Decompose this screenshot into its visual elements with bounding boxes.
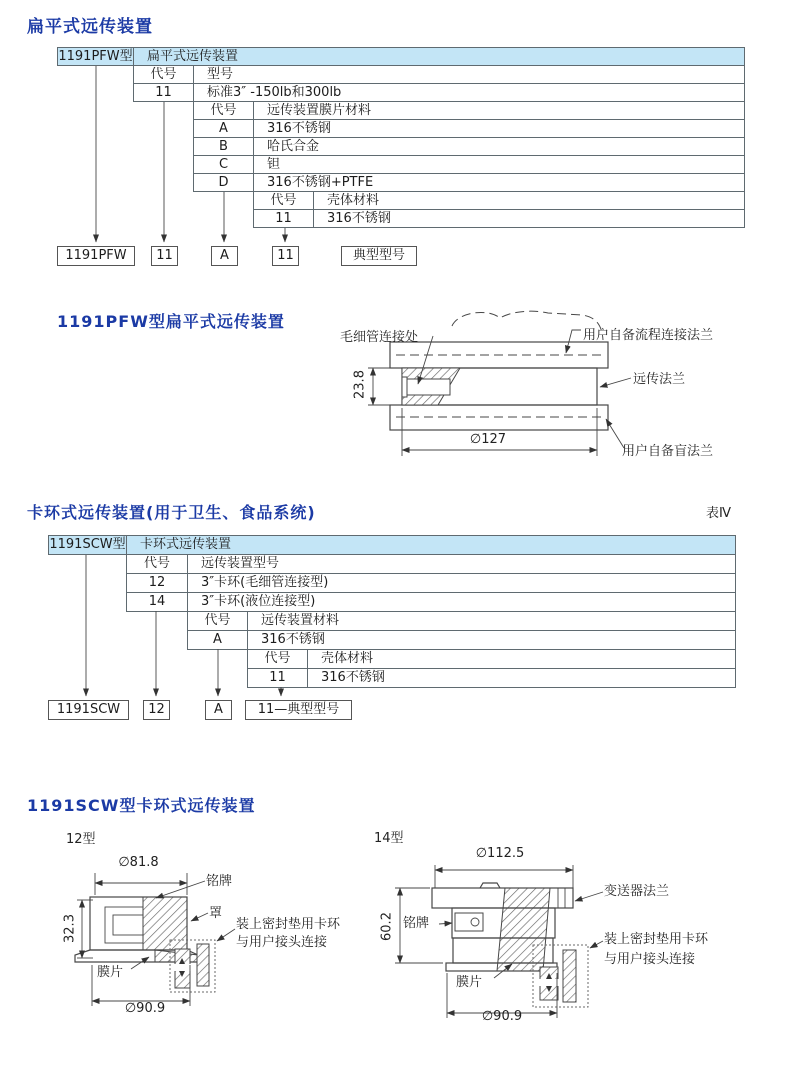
t2-row2-code: 14 [126, 592, 188, 612]
t1-row8-code: 11 [253, 209, 314, 228]
section1-title: 扁平式远传装置 [27, 17, 153, 37]
t1-row5-value: 钽 [253, 155, 745, 174]
t2-row5-value: 壳体材料 [307, 649, 736, 669]
t2-row1-code: 12 [126, 573, 188, 593]
t2-model-cell: 1191SCW型 [48, 535, 127, 555]
t1-row2-code: 代号 [193, 101, 254, 120]
t1-row4-code: B [193, 137, 254, 156]
type14-label: 14型 [374, 831, 404, 846]
t2-row0-value: 远传装置型号 [187, 554, 736, 574]
pfw-remote-flange-label: 远传法兰 [633, 372, 686, 387]
t2-row6-code: 11 [247, 668, 308, 688]
t2-row5-code: 代号 [247, 649, 308, 669]
t1-row4-value: 哈氏合金 [253, 137, 745, 156]
t2-row6-value: 316不锈钢 [307, 668, 736, 688]
t1-example-box1: 11 [151, 246, 178, 266]
type14-diaphragm-label: 膜片 [456, 975, 483, 990]
t1-row7-code: 代号 [253, 191, 314, 210]
t2-row4-code: A [187, 630, 248, 650]
t1-example-model-box: 1191PFW [57, 246, 135, 266]
t1-model-name-cell: 扁平式远传装置 [133, 47, 745, 66]
pfw-diameter-dim: ∅127 [469, 432, 507, 447]
t2-example-box2: A [205, 700, 232, 720]
pfw-blind-flange-label: 用户自备盲法兰 [622, 444, 714, 459]
t1-example-label-box: 典型型号 [341, 246, 417, 266]
t2-row3-value: 远传装置材料 [247, 611, 736, 631]
t1-row3-code: A [193, 119, 254, 138]
t2-row4-value: 316不锈钢 [247, 630, 736, 650]
type14-clamp-label-line2: 与用户接头连接 [604, 952, 696, 967]
t1-model-cell: 1191PFW型 [58, 49, 133, 64]
type12-label: 12型 [66, 832, 96, 847]
type12-clamp-label-line2: 与用户接头连接 [236, 935, 328, 950]
t1-row0-value: 型号 [193, 65, 745, 84]
t1-row3-value: 316不锈钢 [253, 119, 745, 138]
t2-row1-value: 3″卡环(毛细管连接型) [187, 573, 736, 593]
t2-model-name-cell: 卡环式远传装置 [126, 535, 736, 555]
t1-row1-value: 标准3″ -150lb和300lb [193, 83, 745, 102]
type12-diaphragm-label: 膜片 [97, 965, 124, 980]
type14-top-dim: ∅112.5 [475, 846, 525, 861]
type14-transmitter-flange-label: 变送器法兰 [604, 884, 670, 899]
type12-clamp-label-line1: 装上密封垫用卡环 [236, 917, 341, 932]
scw-drawing-title: 1191SCW型卡环式远传装置 [27, 796, 256, 815]
type14-clamp-label-line1: 装上密封垫用卡环 [604, 932, 709, 947]
t1-row8-value: 316不锈钢 [313, 209, 745, 228]
type12-top-dim: ∅81.8 [118, 855, 159, 870]
table-reference: 表Ⅳ [706, 506, 731, 521]
type14-bottom-dim: ∅90.9 [481, 1009, 523, 1024]
t1-row6-value: 316不锈钢+PTFE [253, 173, 745, 192]
type12-bottom-dim: ∅90.9 [124, 1001, 166, 1016]
t2-row0-code: 代号 [126, 554, 188, 574]
type12-height-dim: 32.3 [62, 914, 78, 943]
t1-example-box2: A [211, 246, 238, 266]
t2-row2-value: 3″卡环(液位连接型) [187, 592, 736, 612]
t2-example-model-box: 1191SCW [48, 700, 129, 720]
section2-title: 卡环式远传装置(用于卫生、食品系统) [27, 503, 316, 522]
type14-nameplate-label: 铭牌 [403, 916, 430, 931]
type12-cover-label: 罩 [209, 906, 223, 921]
pfw-process-flange-label: 用户自备流程连接法兰 [583, 328, 714, 343]
type12-nameplate-label: 铭牌 [206, 874, 233, 889]
t1-row1-code: 11 [133, 83, 194, 102]
t1-example-box3: 11 [272, 246, 299, 266]
t1-row5-code: C [193, 155, 254, 174]
pfw-capillary-label: 毛细管连接处 [340, 330, 419, 345]
pfw-drawing-title: 1191PFW型扁平式远传装置 [57, 312, 285, 331]
t1-row7-value: 壳体材料 [313, 191, 745, 210]
t1-row6-code: D [193, 173, 254, 192]
type14-height-dim: 60.2 [379, 912, 395, 941]
t1-row0-code: 代号 [133, 65, 194, 84]
pfw-height-dim: 23.8 [352, 370, 368, 399]
t2-example-box1: 12 [143, 700, 170, 720]
t2-example-box3: 11—典型型号 [245, 700, 352, 720]
type14-drawing [375, 845, 800, 1040]
t1-row2-value: 远传装置膜片材料 [253, 101, 745, 120]
t2-row3-code: 代号 [187, 611, 248, 631]
